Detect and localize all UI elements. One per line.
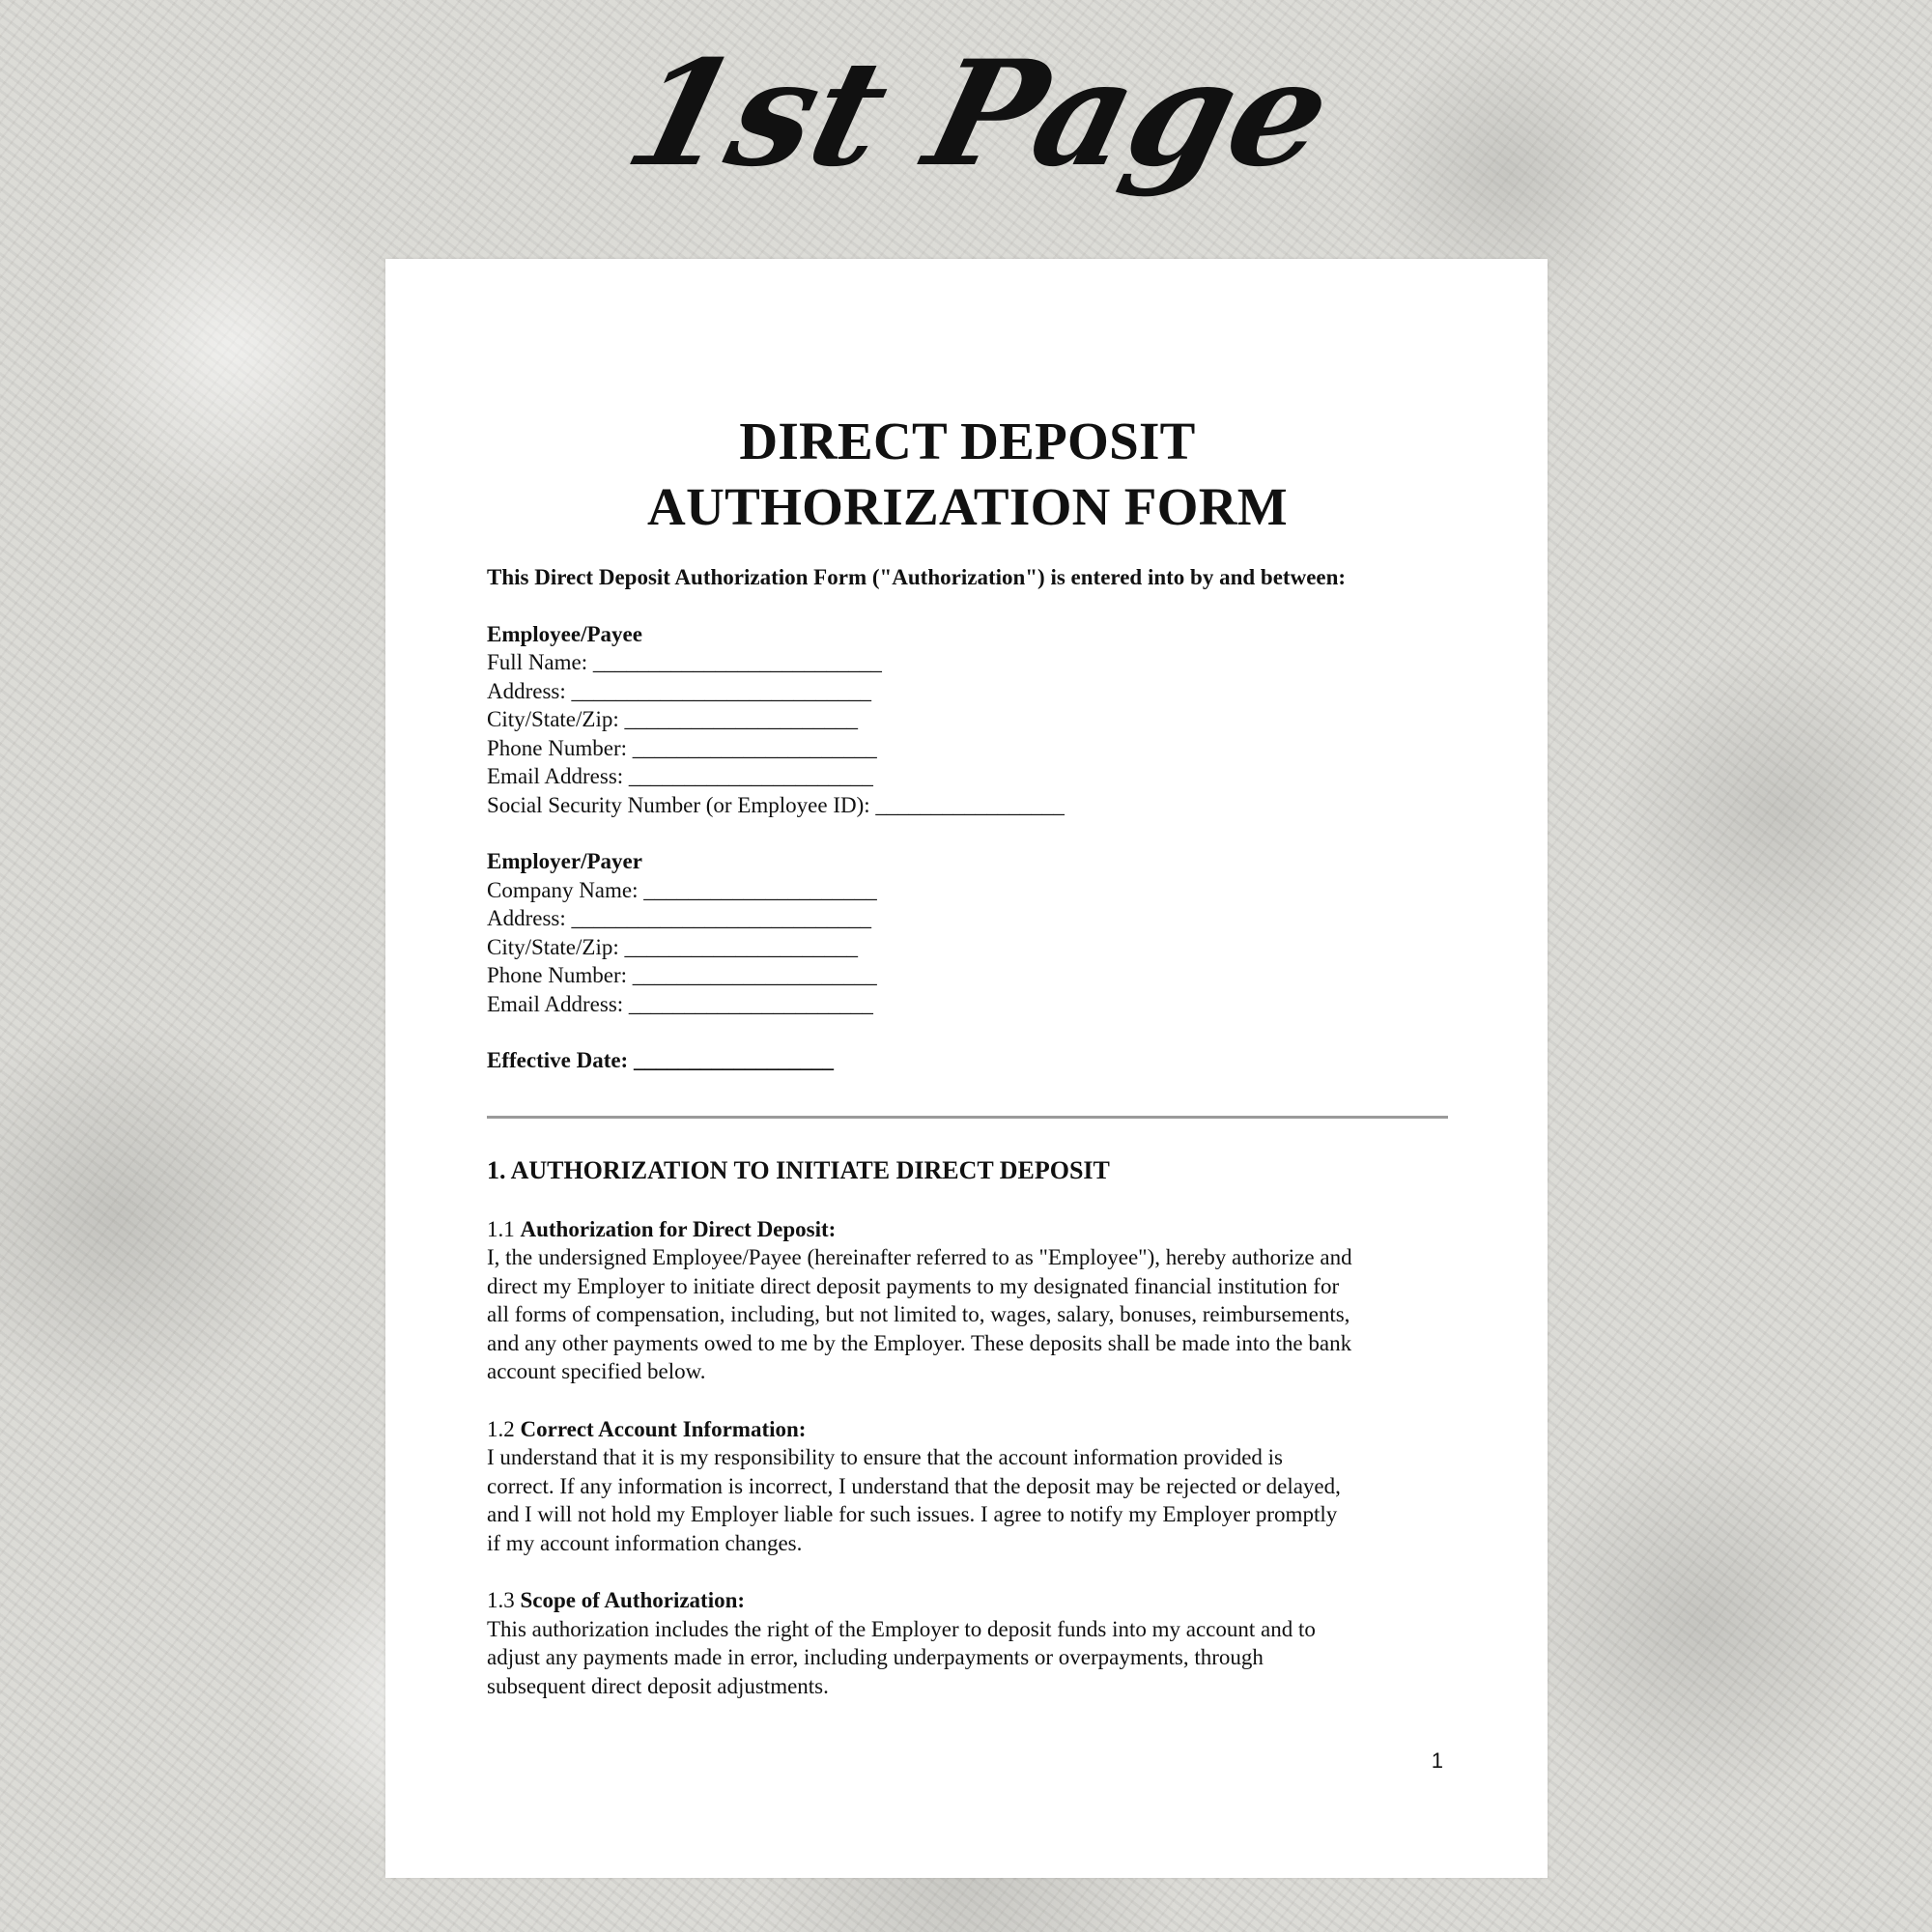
- employer-section: [487, 847, 1448, 1018]
- employee-ssn-field[interactable]: Social Security Number (or Employee ID): _________________: [487, 792, 1065, 817]
- clause-number: 1.3: [487, 1588, 515, 1612]
- page-number: 1: [1431, 1748, 1443, 1773]
- clause-heading: [487, 1215, 1448, 1244]
- employee-phone-field[interactable]: Phone Number: ______________________: [487, 735, 877, 760]
- clause-line: subsequent direct deposit adjustments.: [487, 1673, 829, 1698]
- document-title: [487, 409, 1448, 540]
- employer-email-field[interactable]: Email Address: ______________________: [487, 991, 873, 1016]
- clause-number: 1.2: [487, 1416, 515, 1441]
- handwritten-banner-title: [611, 19, 1347, 251]
- employee-address-field[interactable]: Address: ___________________________: [487, 678, 872, 703]
- clause-title: Scope of Authorization:: [520, 1588, 746, 1612]
- banner-text: 1st Page: [611, 28, 1347, 199]
- employee-email-field[interactable]: Email Address: ______________________: [487, 764, 873, 788]
- effective-date-field[interactable]: Effective Date: __________________: [487, 1048, 834, 1072]
- title-line-2: AUTHORIZATION FORM: [647, 477, 1288, 536]
- employee-section: [487, 620, 1448, 820]
- clause-heading: [487, 1415, 1448, 1444]
- intro-text: This Direct Deposit Authorization Form ("Authorization") is entered into by and between:: [487, 565, 1347, 589]
- title-line-1: DIRECT DEPOSIT: [739, 412, 1196, 470]
- clause-body: [487, 1615, 1448, 1701]
- clause-line: if my account information changes.: [487, 1530, 803, 1555]
- clause-line: direct my Employer to initiate direct deposit payments to my designated financial institution for: [487, 1273, 1340, 1298]
- clause-1-1: [487, 1215, 1448, 1386]
- document-content: [487, 259, 1448, 1700]
- clause-line: all forms of compensation, including, but not limited to, wages, salary, bonuses, reimbursements,: [487, 1302, 1350, 1326]
- page-banner: [0, 19, 1932, 251]
- clause-line: and I will not hold my Employer liable for such issues. I agree to notify my Employer promptly: [487, 1502, 1338, 1526]
- employer-city-state-zip-field[interactable]: City/State/Zip: _____________________: [487, 934, 858, 959]
- employer-phone-field[interactable]: Phone Number: ______________________: [487, 963, 877, 987]
- employee-city-state-zip-field[interactable]: City/State/Zip: _____________________: [487, 707, 858, 731]
- employer-address-field[interactable]: Address: ___________________________: [487, 906, 872, 930]
- clause-line: I, the undersigned Employee/Payee (hereinafter referred to as "Employee"), hereby authorize and: [487, 1245, 1352, 1269]
- clause-1-2: [487, 1415, 1448, 1558]
- section-divider: [487, 1116, 1448, 1119]
- clause-heading: [487, 1586, 1448, 1615]
- clause-line: I understand that it is my responsibility to ensure that the account information provided is: [487, 1445, 1284, 1469]
- employer-heading: Employer/Payer: [487, 849, 642, 873]
- clause-body: [487, 1243, 1448, 1386]
- clause-number: 1.1: [487, 1216, 515, 1241]
- clause-1-3: [487, 1586, 1448, 1700]
- employee-heading: Employee/Payee: [487, 621, 642, 646]
- employer-company-name-field[interactable]: Company Name: _____________________: [487, 877, 877, 902]
- clause-line: and any other payments owed to me by the Employer. These deposits shall be made into the bank: [487, 1330, 1352, 1355]
- clause-title: Correct Account Information:: [520, 1416, 807, 1441]
- document-page: [385, 259, 1548, 1878]
- section-1-heading: 1. AUTHORIZATION TO INITIATE DIRECT DEPOSIT: [487, 1155, 1110, 1184]
- clause-line: This authorization includes the right of the Employer to deposit funds into my account and to: [487, 1616, 1316, 1641]
- clause-line: account specified below.: [487, 1359, 706, 1383]
- clause-title: Authorization for Direct Deposit:: [520, 1216, 837, 1241]
- clause-line: correct. If any information is incorrect, I understand that the deposit may be rejected or delayed,: [487, 1473, 1341, 1498]
- employee-full-name-field[interactable]: Full Name: __________________________: [487, 650, 882, 674]
- clause-line: adjust any payments made in error, including underpayments or overpayments, through: [487, 1645, 1264, 1669]
- clause-body: [487, 1443, 1448, 1557]
